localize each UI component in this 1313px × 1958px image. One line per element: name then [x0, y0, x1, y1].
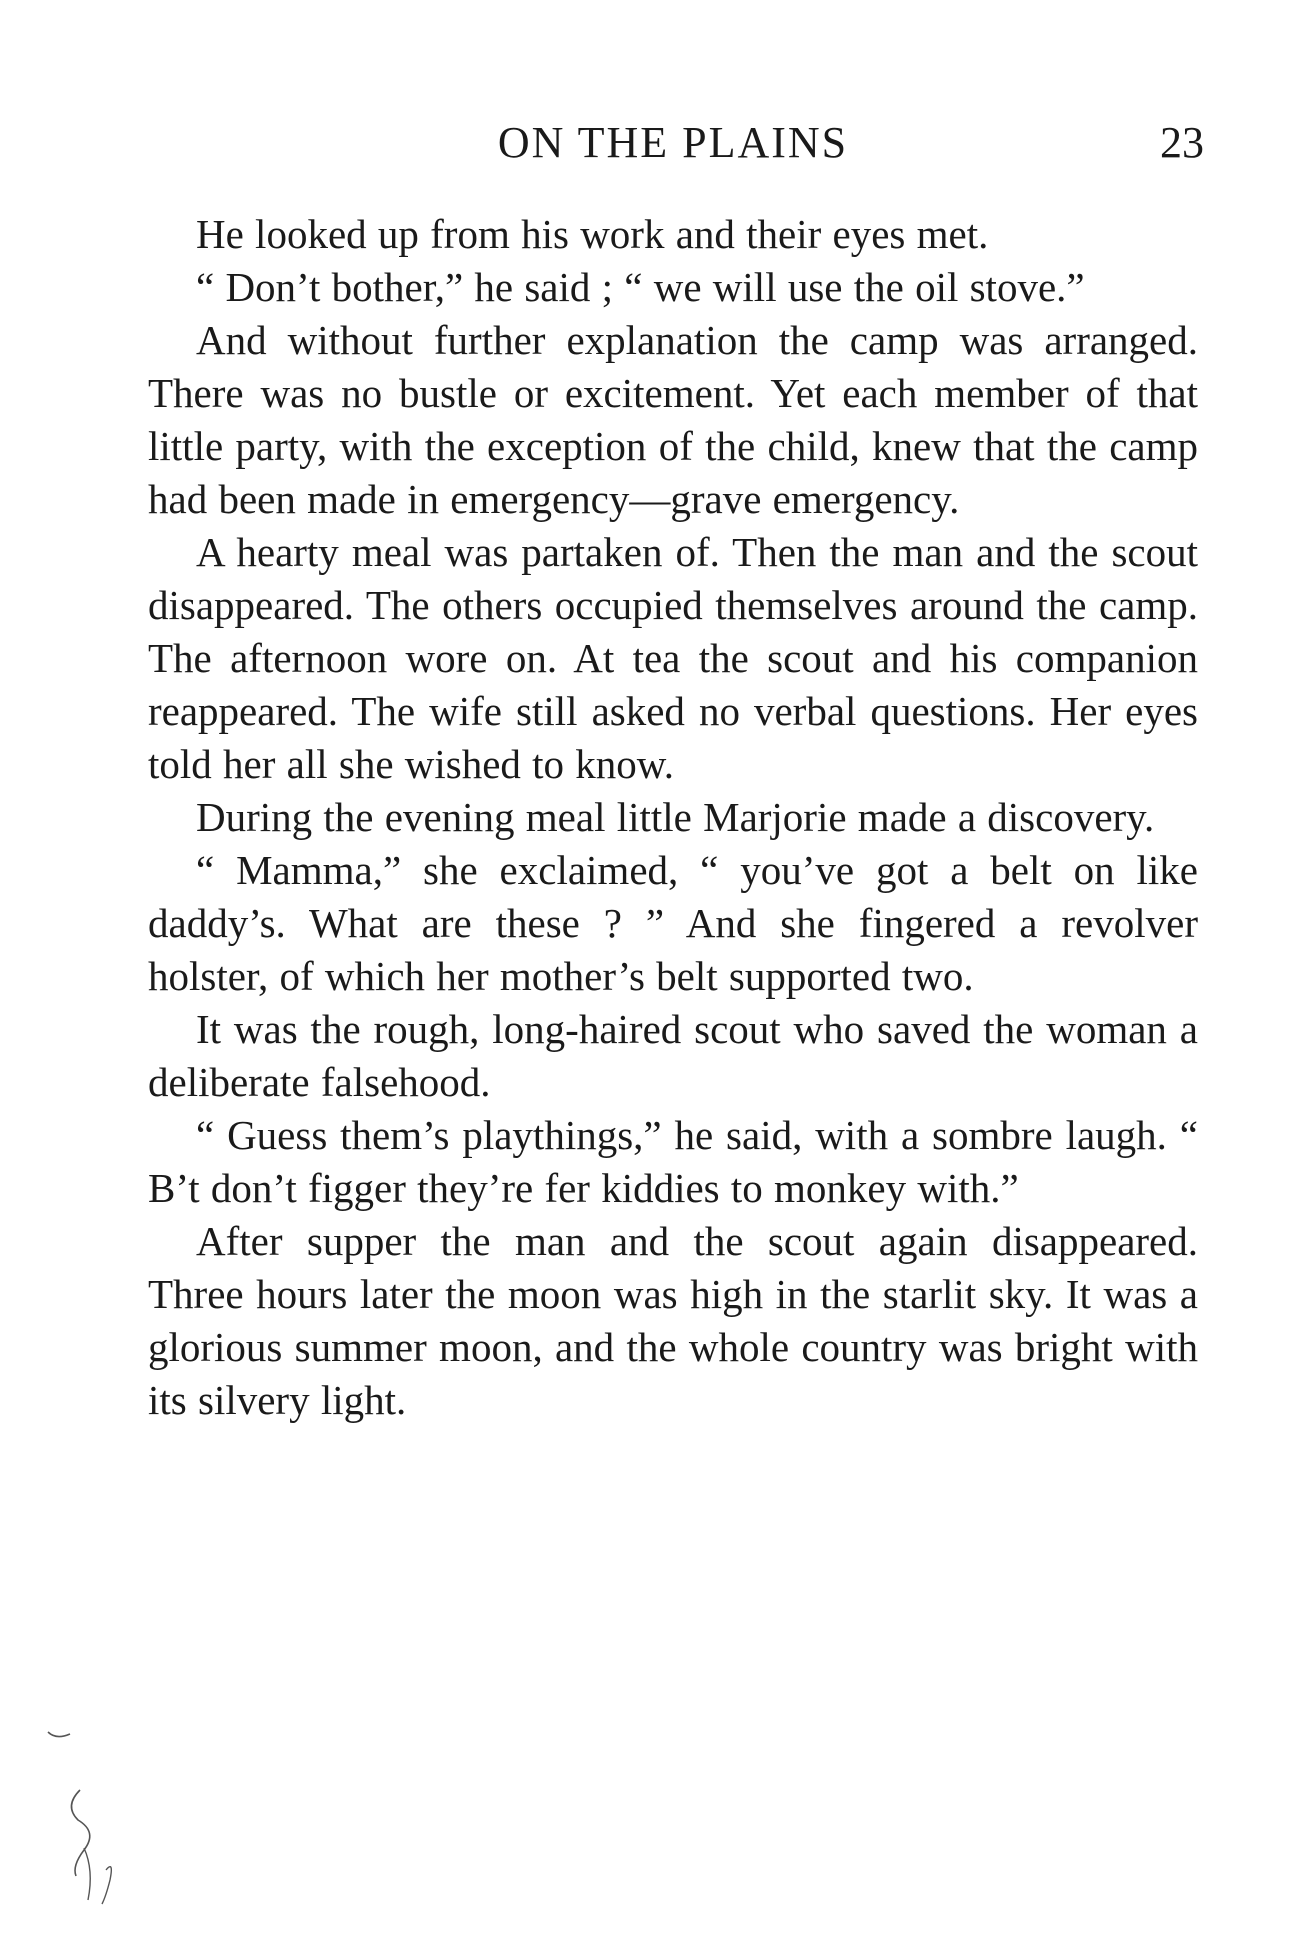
running-title: ON THE PLAINS	[497, 118, 849, 167]
margin-pencil-marks	[40, 1720, 140, 1920]
paragraph: A hearty meal was partaken of. Then the man and the scout disappeared. The others occupied themselves around the camp. The afternoon wore on. At tea the scout and his companion reappeared. The wife still asked no verbal questions. Her eyes told her all she wished to know.	[148, 529, 1198, 787]
running-head	[148, 118, 1204, 168]
body-text	[148, 208, 1198, 1427]
paragraph: And without further explanation the camp was arranged. There was no bustle or excitement. Yet each member of that little party, with the exception of the child, knew that the camp had been made in emergency—grave emergency.	[148, 317, 1198, 522]
paragraph: During the evening meal little Marjorie made a discovery.	[196, 794, 1155, 840]
page-number: 23	[1160, 118, 1204, 167]
paragraph: It was the rough, long-haired scout who saved the woman a deliberate falsehood.	[148, 1006, 1198, 1105]
paragraph: “ Don’t bother,” he said ; “ we will use the oil stove.”	[196, 264, 1085, 310]
paragraph: After supper the man and the scout again disappeared. Three hours later the moon was high in the starlit sky. It was a glorious summer moon, and the whole country was bright with its silvery light.	[148, 1218, 1198, 1423]
paragraph: “ Guess them’s playthings,” he said, with a sombre laugh. “ B’t don’t figger they’re fer kiddies to monkey with.”	[148, 1112, 1198, 1211]
paragraph: He looked up from his work and their eyes met.	[196, 211, 989, 257]
paragraph: “ Mamma,” she exclaimed, “ you’ve got a belt on like daddy’s. What are these ? ” And she fingered a revolver holster, of which her mother’s belt supported two.	[148, 847, 1198, 999]
